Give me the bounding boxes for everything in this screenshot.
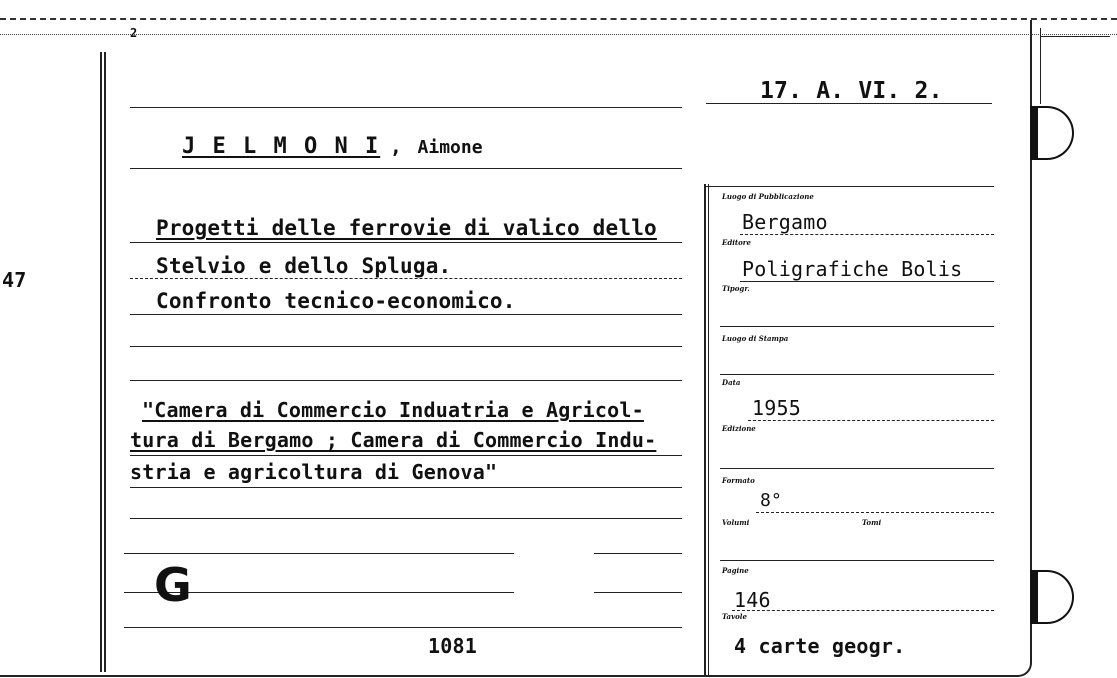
- details-column-rule-2: [708, 184, 709, 676]
- value-plates: 4 carte geogr.: [734, 634, 906, 658]
- rule-place-of-printing: [720, 374, 994, 375]
- card-top-edge: [0, 18, 1117, 20]
- card-top-edge-2: [0, 34, 1117, 35]
- page-marker: 2: [130, 26, 138, 40]
- bottom-number: 1081: [428, 634, 477, 658]
- label-plates: Tavole: [722, 612, 747, 621]
- rule-date: [748, 420, 994, 421]
- rule-edition: [720, 468, 994, 469]
- rule-pages: [732, 610, 994, 611]
- card-right-edge-stub: [1040, 36, 1110, 37]
- rule-blank-5b: [594, 592, 682, 593]
- value-publisher: Poligrafiche Bolis: [742, 257, 963, 281]
- rule-note-3: [130, 487, 682, 488]
- author-forename: Aimone: [417, 137, 483, 158]
- label-edition: Edizione: [722, 424, 756, 433]
- binder-hole-bottom: [1030, 570, 1074, 624]
- rule-author: [130, 168, 682, 169]
- label-tomes: Tomi: [862, 518, 882, 527]
- label-place-of-printing: Luogo di Stampa: [722, 334, 789, 343]
- margin-rule-left: [100, 52, 102, 672]
- label-volumes: Volumi: [722, 518, 750, 527]
- rule-blank-1: [130, 346, 682, 347]
- publisher-note-line-3: stria e agricoltura di Genova": [130, 460, 498, 484]
- rule-publisher: [740, 281, 994, 282]
- rule-top-left: [130, 107, 682, 108]
- rule-blank-2: [130, 380, 682, 381]
- label-format: Formato: [722, 476, 755, 485]
- title-line-3: Confronto tecnico-economico.: [156, 289, 516, 313]
- rule-place-of-publication: [740, 234, 994, 235]
- value-date: 1955: [752, 396, 801, 420]
- value-format: 8°: [760, 490, 783, 511]
- value-place-of-publication: Bergamo: [742, 210, 828, 234]
- label-place-of-publication: Luogo di Pubblicazione: [722, 192, 814, 201]
- author-heading: [182, 134, 483, 159]
- margin-rule-right: [104, 52, 106, 672]
- binder-hole-top: [1030, 106, 1074, 160]
- letter-mark: G: [154, 558, 192, 612]
- title-line-1: Progetti delle ferrovie di valico dello: [156, 216, 657, 240]
- rule-blank-6: [124, 627, 682, 628]
- publisher-note-line-1: "Camera di Commercio Induatria e Agricol-: [142, 398, 644, 422]
- rule-volumes: [720, 560, 994, 561]
- label-printer: Tipogr.: [722, 284, 750, 293]
- details-top-rule: [706, 186, 994, 187]
- card-right-edge-top: [1040, 28, 1041, 104]
- rule-blank-4b: [594, 553, 682, 554]
- rule-format: [756, 512, 994, 513]
- author-surname: J E L M O N I: [182, 134, 381, 159]
- details-column-rule: [704, 184, 706, 676]
- shelfmark: 17. A. VI. 2.: [760, 78, 943, 104]
- rule-printer: [720, 326, 994, 327]
- author-comma: ,: [389, 134, 402, 158]
- side-number: 47: [2, 268, 27, 292]
- publisher-note-line-2: tura di Bergamo ; Camera di Commercio Indu-: [130, 428, 657, 452]
- rule-blank-3: [130, 518, 682, 519]
- rule-title-3: [130, 314, 682, 315]
- label-publisher: Editore: [722, 238, 751, 247]
- rule-title-1: [130, 242, 682, 243]
- label-date: Data: [722, 378, 741, 387]
- rule-blank-4: [124, 553, 514, 554]
- label-pages: Pagine: [722, 566, 749, 575]
- title-line-2: Stelvio e dello Spluga.: [156, 254, 452, 278]
- value-pages: 146: [734, 588, 771, 612]
- rule-title-2: [130, 278, 682, 279]
- rule-note-2: [130, 455, 682, 456]
